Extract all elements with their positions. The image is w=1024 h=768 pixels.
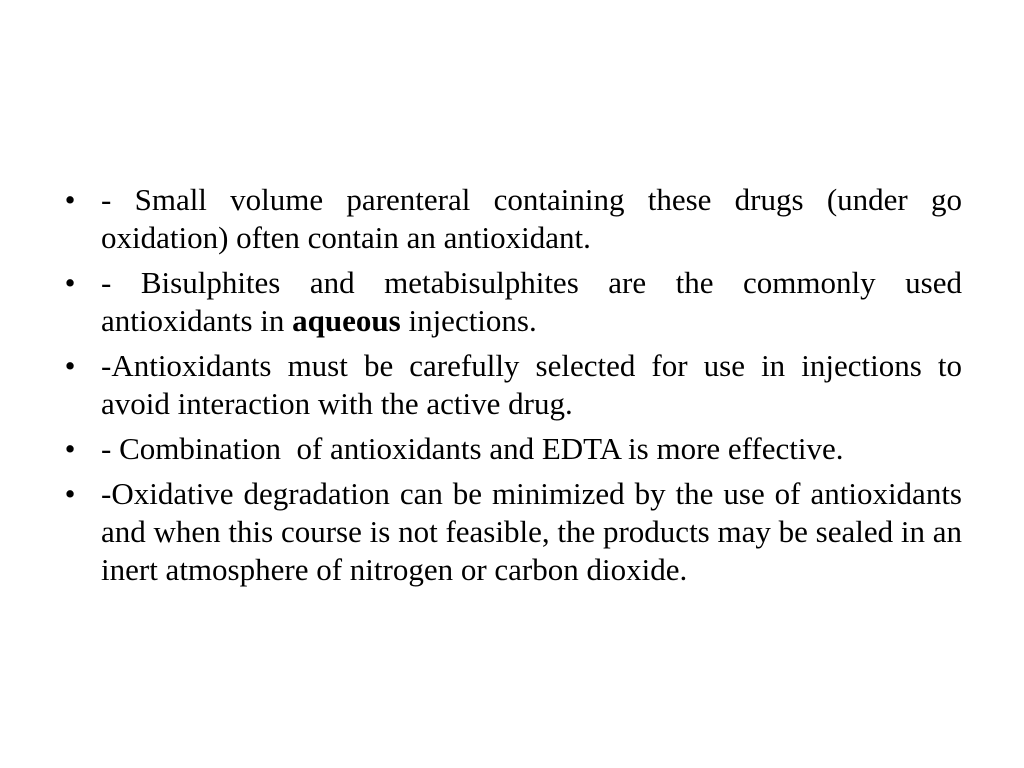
bullet-text-before: - Bisulphites and metabisulphites are the commonly used antioxidants in	[101, 265, 962, 338]
bullet-item-4	[60, 430, 962, 468]
bullet-text: - Combination of antioxidants and EDTA is more effective.	[101, 431, 844, 466]
bullet-text: -Antioxidants must be carefully selected for use in injections to avoid interaction with the active drug.	[101, 348, 962, 421]
bullet-list	[60, 181, 962, 596]
bullet-text: -Oxidative degradation can be minimized by the use of antioxidants and when this course is not feasible, the products may be sealed in an inert atmosphere of nitrogen or carbon dioxide.	[101, 476, 962, 587]
bullet-dot: •	[64, 431, 76, 466]
bullet-item-3	[60, 347, 962, 423]
bullet-dot: •	[64, 265, 76, 300]
bullet-text-bold: aqueous	[292, 303, 401, 338]
bullet-dot: •	[64, 476, 76, 511]
bullet-dot: •	[64, 182, 76, 217]
bullet-dot: •	[64, 348, 76, 383]
bullet-text: - Small volume parenteral containing these drugs (under go oxidation) often contain an antioxidant.	[101, 182, 962, 255]
bullet-item-5	[60, 475, 962, 589]
bullet-text-after: injections.	[400, 303, 537, 338]
bullet-item-2	[60, 264, 962, 340]
bullet-item-1	[60, 181, 962, 257]
